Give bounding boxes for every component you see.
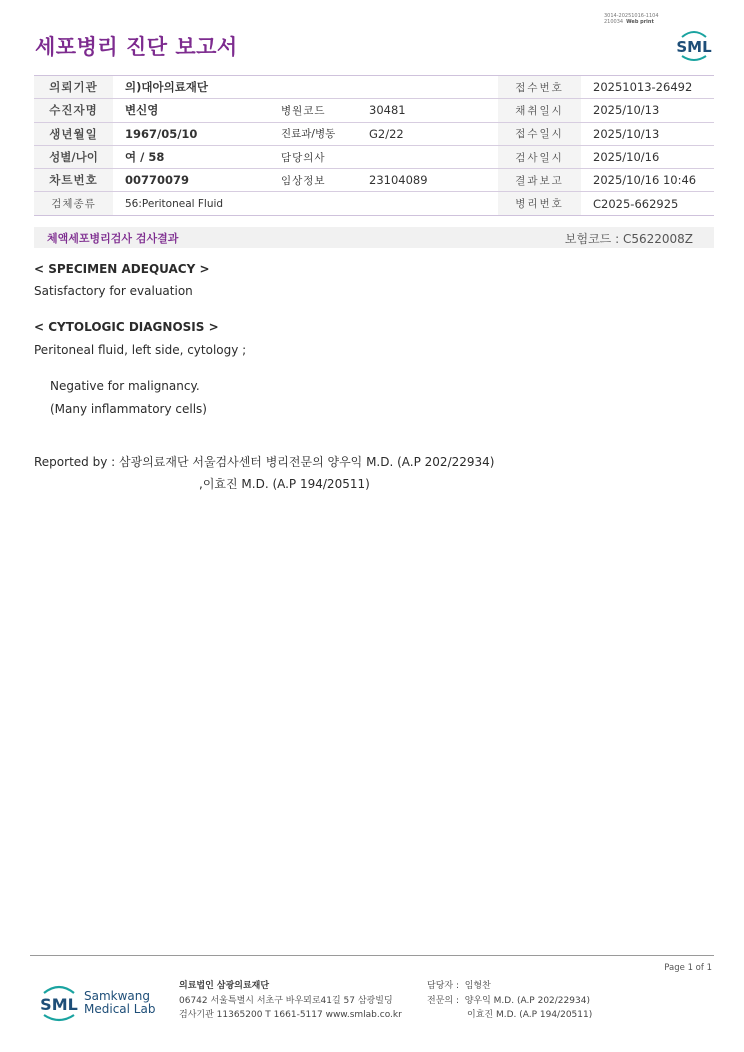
- label-receipt-date: 접수일시: [498, 122, 581, 145]
- value-hospital-code: 30481: [361, 99, 498, 122]
- value-birth-date: 1967/05/10: [113, 122, 281, 145]
- value-chart-number: 00770079: [113, 169, 281, 192]
- value-result-report: 2025/10/16 10:46: [581, 169, 714, 192]
- value-clinical-info: 23104089: [361, 169, 498, 192]
- logo-name-line2: Medical Lab: [84, 1002, 156, 1016]
- adequacy-text: Satisfactory for evaluation: [34, 284, 193, 298]
- label-attending-doctor: 담당의사: [281, 145, 361, 168]
- diagnosis-text: Peritoneal fluid, left side, cytology ;: [34, 343, 247, 357]
- result-section-header: [34, 227, 714, 248]
- value-collection-date: 2025/10/13: [581, 99, 714, 122]
- report-title: 세포병리 진단 보고서: [35, 35, 238, 59]
- value-specimen-type: 56:Peritoneal Fluid: [113, 192, 281, 215]
- insurance-code: 보험코드 : C5622008Z: [564, 232, 693, 246]
- table-row: [34, 122, 714, 145]
- value-department-ward: G2/22: [361, 122, 498, 145]
- label-requesting-institution: 의뢰기관: [34, 76, 113, 99]
- result-section-title: 체액세포병리검사 검사결과: [47, 232, 179, 245]
- reported-by: Reported by : 삼광의료재단 서울검사센터 병리전문의 양우익 M.D. (A.P 202/22934): [34, 455, 495, 469]
- label-patient-name: 수진자명: [34, 99, 113, 122]
- label-pathology-number: 병리번호: [498, 192, 581, 215]
- page-number: Page 1 of 1: [664, 963, 712, 973]
- value-receipt-number: 20251013-26492: [581, 76, 714, 99]
- organization-name: 의료법인 삼광의료재단: [179, 981, 270, 991]
- print-code: [604, 13, 659, 25]
- label-result-report: 결과보고: [498, 169, 581, 192]
- adequacy-heading: < SPECIMEN ADEQUACY >: [34, 262, 210, 276]
- label-birth-date: 생년월일: [34, 122, 113, 145]
- specialist-label: 전문의 :: [427, 995, 459, 1006]
- staff-label: 담당자 :: [427, 981, 459, 991]
- staff-info: [427, 979, 592, 1023]
- label-sex-age: 성별/나이: [34, 145, 113, 168]
- staff-name: 임형찬: [464, 981, 491, 991]
- table-row: [34, 192, 714, 215]
- label-receipt-number: 접수번호: [498, 76, 581, 99]
- table-row: [34, 169, 714, 192]
- patient-info-table: [34, 75, 714, 216]
- value-pathology-number: C2025-662925: [581, 192, 714, 215]
- label-empty: [281, 76, 361, 99]
- label-empty: [281, 192, 361, 215]
- specialist-2: 이효진 M.D. (A.P 194/20511): [467, 1010, 593, 1020]
- print-code-line2: 210034: [604, 19, 624, 25]
- sml-logo-icon: [674, 27, 714, 63]
- label-hospital-code: 병원코드: [281, 99, 361, 122]
- value-patient-name: 변신영: [113, 99, 281, 122]
- footer-logo: [38, 980, 158, 1026]
- label-chart-number: 차트번호: [34, 169, 113, 192]
- organization-info: [179, 979, 402, 1023]
- label-specimen-type: 검체종류: [34, 192, 113, 215]
- label-collection-date: 채취일시: [498, 99, 581, 122]
- footer-divider: [30, 955, 714, 956]
- value-attending-doctor: [361, 145, 498, 168]
- web-print-label: Web print: [626, 19, 654, 25]
- print-code-line1: 3014-20251016-1104: [604, 13, 659, 19]
- diagnosis-heading: < CYTOLOGIC DIAGNOSIS >: [34, 320, 219, 334]
- label-test-date: 검사일시: [498, 145, 581, 168]
- sml-logo-icon: [38, 980, 80, 1026]
- label-department-ward: 진료과/병동: [281, 122, 361, 145]
- reported-by-second: ,이효진 M.D. (A.P 194/20511): [199, 477, 370, 491]
- logo-name-line1: Samkwang: [84, 989, 150, 1003]
- specialist-1: 양우익 M.D. (A.P 202/22934): [464, 995, 590, 1006]
- value-empty: [361, 192, 498, 215]
- diagnosis-line1: Negative for malignancy.: [50, 379, 200, 393]
- table-row: [34, 145, 714, 168]
- table-row: [34, 99, 714, 122]
- footer-logo-text: SML: [40, 995, 78, 1014]
- value-test-date: 2025/10/16: [581, 145, 714, 168]
- organization-contact: 검사기관 11365200 T 1661-5117 www.smlab.co.kr: [179, 1010, 402, 1020]
- value-empty: [361, 76, 498, 99]
- value-requesting-institution: 의)대아의료재단: [113, 76, 281, 99]
- diagnosis-line2: (Many inflammatory cells): [50, 402, 207, 416]
- table-row: [34, 76, 714, 99]
- value-sex-age: 여 / 58: [113, 145, 281, 168]
- value-receipt-date: 2025/10/13: [581, 122, 714, 145]
- sml-logo-text: SML: [676, 38, 712, 56]
- organization-address: 06742 서울특별시 서초구 바우뫼로41길 57 삼광빌딩: [179, 995, 393, 1006]
- label-clinical-info: 임상정보: [281, 169, 361, 192]
